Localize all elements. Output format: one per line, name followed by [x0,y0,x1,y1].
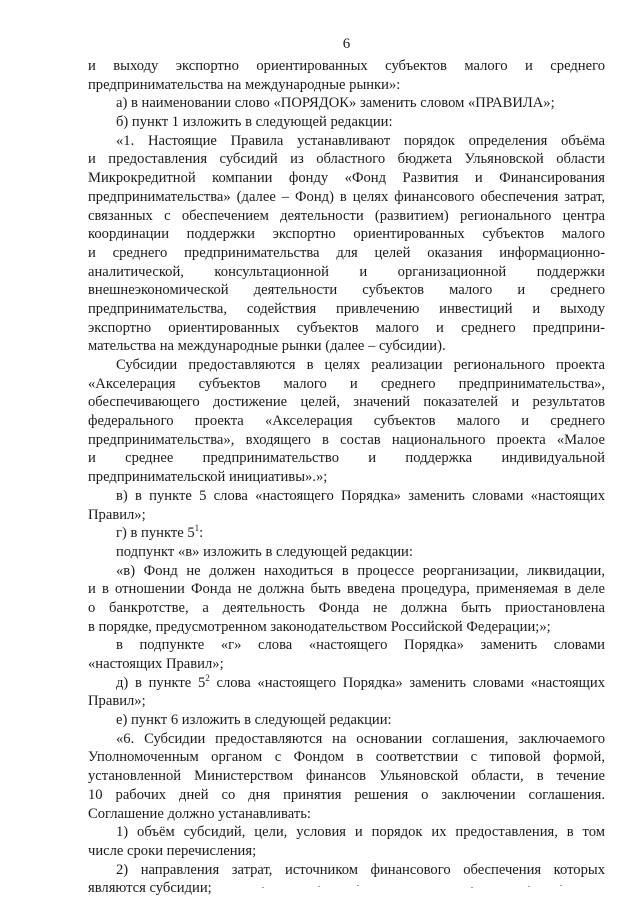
document-body [88,57,605,898]
text-line-content: являются субсидии; [88,880,212,897]
text-line [88,580,605,599]
text-line-content: «в) Фонд не должен находиться в процессе реорганизации, ликвидации, [116,562,605,579]
text-line-content: Правил»; [88,506,146,523]
text-line [88,805,605,824]
text-line [88,300,605,319]
superscript: 1 [194,523,200,534]
text-line-content: Правил»; [88,693,146,710]
text-line [88,618,605,637]
text-line-content: установленной Министерством финансов Ульяновской области, в течение [88,768,605,785]
text-line [88,113,605,132]
text-line-content: координации поддержки экспортно ориентированных субъектов малого [88,226,605,243]
text-line [88,748,605,767]
text-line-content: связанных с обеспечением деятельности (развитием) регионального центра [88,207,605,224]
text-line [88,692,605,711]
text-line-content: и в отношении Фонда не должна быть введена процедура, применяемая в деле [88,581,605,598]
text-line-continuation: : [199,525,204,542]
text-line-content: Соглашение должно устанавливать: [88,805,311,822]
text-line [88,449,605,468]
text-line [88,823,605,842]
text-line [88,599,605,618]
text-line-content: «Акселерация субъектов малого и среднего предпринимательства», [88,375,605,392]
text-line-continuation: слова «настоящего Порядка» заменить словами «настоящих [209,674,606,691]
text-line [88,468,605,487]
text-line [88,524,605,543]
text-line-content: а) в наименовании слово «ПОРЯДОК» заменить словом «ПРАВИЛА»; [116,95,555,112]
text-line [88,655,605,674]
text-line-content: Уполномоченным органом с Фондом в соответствии с типовой формой, [88,749,605,766]
text-line [88,375,605,394]
text-line-content: федерального проекта «Акселерация субъектов малого и среднего [88,413,605,430]
text-line [88,356,605,375]
text-line-content: Микрокредитной компании фонду «Фонд Развития и Финансирования [88,170,605,187]
superscript: 2 [205,672,210,683]
text-line-content: и среднее предпринимательство и поддержка индивидуальной [88,450,605,467]
text-line [88,169,605,188]
text-line [88,94,605,113]
text-line-content: подпункт «в» изложить в следующей редакции: [116,543,413,560]
page-number: 6 [342,36,351,52]
text-line [88,636,605,655]
text-line [88,767,605,786]
text-line-content: предпринимательства» (далее – Фонд) в целях финансового обеспечения затрат, [88,188,605,205]
text-line-content: 2) направления затрат, источником финансового обеспечения которых [116,861,605,878]
text-line [88,281,605,300]
text-line-content: предпринимательства, содействия привлечению инвестиций и выходу [88,300,605,317]
text-line-content: г) в пункте 5 [116,525,195,542]
text-line [88,150,605,169]
text-line [88,412,605,431]
text-line-content: в) в пункте 5 слова «настоящего Порядка» заменить словами «настоящих [116,487,605,504]
text-line-content: и выходу экспортно ориентированных субъектов малого и среднего [88,58,605,74]
text-line-content: обеспечивающего достижение целей, значений показателей и результатов [88,394,605,411]
text-line [88,188,605,207]
text-line [88,730,605,749]
text-line-content: и среднего предпринимательства для целей оказания информационно- [88,244,605,261]
text-line-content: 1) объём субсидий, цели, условия и порядок их предоставления, в том [116,824,605,841]
text-line [88,393,605,412]
text-line-content: «1. Настоящие Правила устанавливают порядок определения объёма [116,132,605,149]
text-line-content: «настоящих Правил»; [88,656,224,672]
scan-artifacts [0,880,640,900]
text-line-content: внешнеэкономической деятельности субъектов малого и среднего [88,282,605,299]
text-line-content: е) пункт 6 изложить в следующей редакции: [116,712,392,729]
text-line [88,76,605,95]
text-line-content: в порядке, предусмотренном законодательством Российской Федерации;»; [88,618,551,635]
text-line-content: 10 рабочих дней со дня принятия решения о заключении соглашения. [88,786,605,803]
text-line [88,225,605,244]
text-line-content: д) в пункте 5 [116,674,206,691]
text-line [88,319,605,338]
text-line-content: мательства на международные рынки (далее – субсидии). [88,338,446,355]
text-line [88,786,605,805]
text-line-content: «6. Субсидии предоставляются на основании соглашения, заключаемого [116,730,605,747]
text-line [88,263,605,282]
text-line [88,562,605,581]
text-line-content: предпринимательской инициативы».»; [88,469,328,486]
text-line [88,861,605,880]
text-line [88,506,605,525]
text-line-content: предпринимательства», входящего в состав национального проекта «Малое [88,431,605,448]
text-line-content: предпринимательства на международные рынки»: [88,76,401,93]
text-line-content: и предоставления субсидий из областного бюджета Ульяновской области [88,151,605,168]
text-line [88,842,605,861]
text-line [88,132,605,151]
text-line [88,487,605,506]
text-line [88,431,605,450]
text-line-content: экспортно ориентированных субъектов малого и среднего предприни- [88,319,605,336]
text-line-content: аналитической, консультационной и организационной поддержки [88,263,605,280]
text-line-content: б) пункт 1 изложить в следующей редакции: [116,114,393,131]
text-line [88,244,605,263]
text-line-content: в подпункте «г» слова «настоящего Порядка» заменить словами [116,637,605,654]
text-line [88,674,605,693]
text-line [88,337,605,356]
text-line-content: о банкротстве, а деятельность Фонда не должна быть приостановлена [88,599,605,616]
text-line [88,57,605,76]
text-line [88,711,605,730]
text-line [88,543,605,562]
text-line-content: числе сроки перечисления; [88,842,257,859]
text-line [88,207,605,226]
text-line-content: Субсидии предоставляются в целях реализации регионального проекта [116,357,605,373]
